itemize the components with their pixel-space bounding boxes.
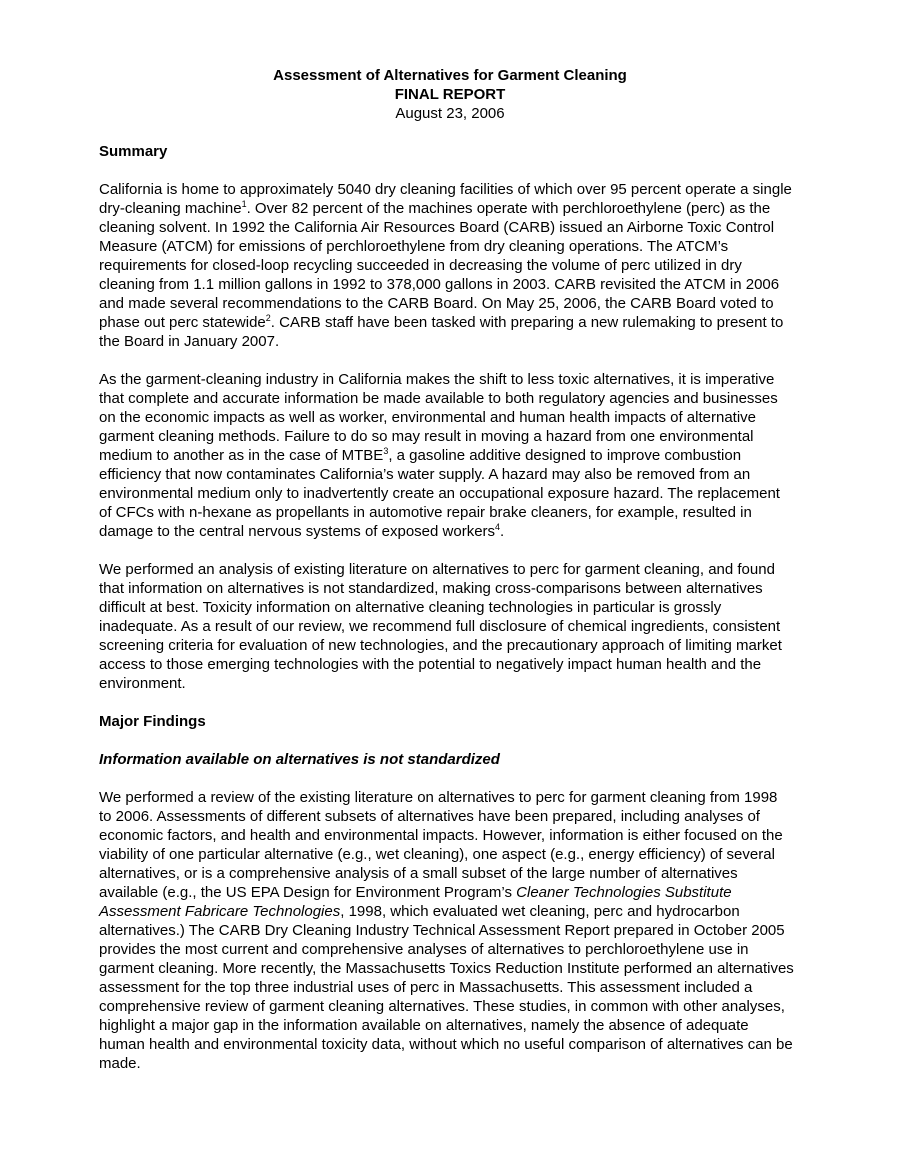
summary-paragraph-3: We performed an analysis of existing literature on alternatives to perc for garment cleaning, and found that information on alternatives is not standardized, making cross-comparisons between alternatives difficult at best. Toxicity information on alternative cleaning technologies in particular is grossly inadequate. As a result of our review, we recommend full disclosure of chemical ingredients, consistent screening criteria for evaluation of new technologies, and the precautionary approach of limiting market access to those emerging technologies with the potential to negatively impact human health and the environment.: [99, 561, 782, 692]
cited-report-title: Cleaner Technologies Substitute Assessment Fabricare Technologies: [99, 884, 732, 920]
major-findings-heading: Major Findings: [99, 713, 206, 730]
findings-subheading: Information available on alternatives is not standardized: [99, 751, 500, 768]
text-run: As the garment-cleaning industry in California makes the shift to less toxic alternatives, it is imperative that complete and accurate information be made available to both regulatory agencies and businesses on the economic impacts as well as worker, environmental and human health impacts of alternative garment cleaning methods. Failure to do so may result in moving a hazard from one environmental medium to another as in the case of MTBE: [99, 371, 778, 464]
text-run: . CARB staff have been tasked with preparing a new rulemaking to present to the Board in January 2007.: [99, 314, 784, 350]
footnote-ref-3: 3: [383, 446, 389, 456]
report-header: [0, 66, 900, 123]
footnote-ref-4: 4: [495, 522, 501, 532]
text-run: We performed a review of the existing literature on alternatives to perc for garment cleaning from 1998 to 2006. Assessments of different subsets of alternatives have been prepared, including analyses of economic factors, and health and environmental impacts. However, information is either focused on the viability of one particular alternative (e.g., wet cleaning), one aspect (e.g., energy efficiency) of several alternatives, or is a comprehensive analysis of a small subset of the large number of alternatives available (e.g., the US EPA Design for Environment Program’s: [99, 789, 783, 901]
summary-heading: Summary: [99, 143, 168, 160]
report-body: [99, 142, 794, 1092]
summary-paragraph-1: [99, 180, 794, 351]
footnote-ref-2: 2: [265, 313, 271, 323]
report-title: Assessment of Alternatives for Garment Cleaning: [273, 67, 627, 84]
text-run: , 1998, which evaluated wet cleaning, perc and hydrocarbon alternatives.) The CARB Dry Cleaning Industry Technical Assessment Report prepared in October 2005 provides the most current and comprehensive analyses of alternatives to perchloroethylene use in garment cleaning. More recently, the Massachusetts Toxics Reduction Institute performed an alternatives assessment for the top three industrial uses of perc in Massachusetts. This assessment included a comprehensive review of garment cleaning alternatives. These studies, in common with other analyses, highlight a major gap in the information available on alternatives, namely the absence of adequate human health and environmental toxicity data, without which no useful comparison of alternatives can be made.: [99, 903, 794, 1072]
report-subtitle: FINAL REPORT: [394, 86, 506, 103]
findings-paragraph-1: [99, 788, 794, 1073]
summary-paragraph-2: [99, 370, 794, 541]
footnote-ref-1: 1: [241, 199, 247, 209]
text-run: . Over 82 percent of the machines operate with perchloroethylene (perc) as the cleaning solvent. In 1992 the California Air Resources Board (CARB) issued an Airborne Toxic Control Measure (ATCM) for emissions of perchloroethylene from dry cleaning operations. The ATCM’s requirements for closed-loop recycling succeeded in decreasing the volume of perc utilized in dry cleaning from 1.1 million gallons in 1992 to 378,000 gallons in 2003. CARB revisited the ATCM in 2006 and made several recommendations to the CARB Board. On May 25, 2006, the CARB Board voted to phase out perc statewide: [99, 200, 780, 331]
report-date: August 23, 2006: [395, 105, 505, 122]
text-run: California is home to approximately 5040 dry cleaning facilities of which over 95 percent operate a single dry-cleaning machine: [99, 181, 792, 217]
text-run: .: [500, 523, 505, 540]
text-run: , a gasoline additive designed to improve combustion efficiency that now contaminates California’s water supply. A hazard may also be removed from an environmental medium only to inadvertently create an occupational exposure hazard. The replacement of CFCs with n-hexane as propellants in automotive repair brake cleaners, for example, resulted in damage to the central nervous systems of exposed workers: [99, 447, 780, 540]
